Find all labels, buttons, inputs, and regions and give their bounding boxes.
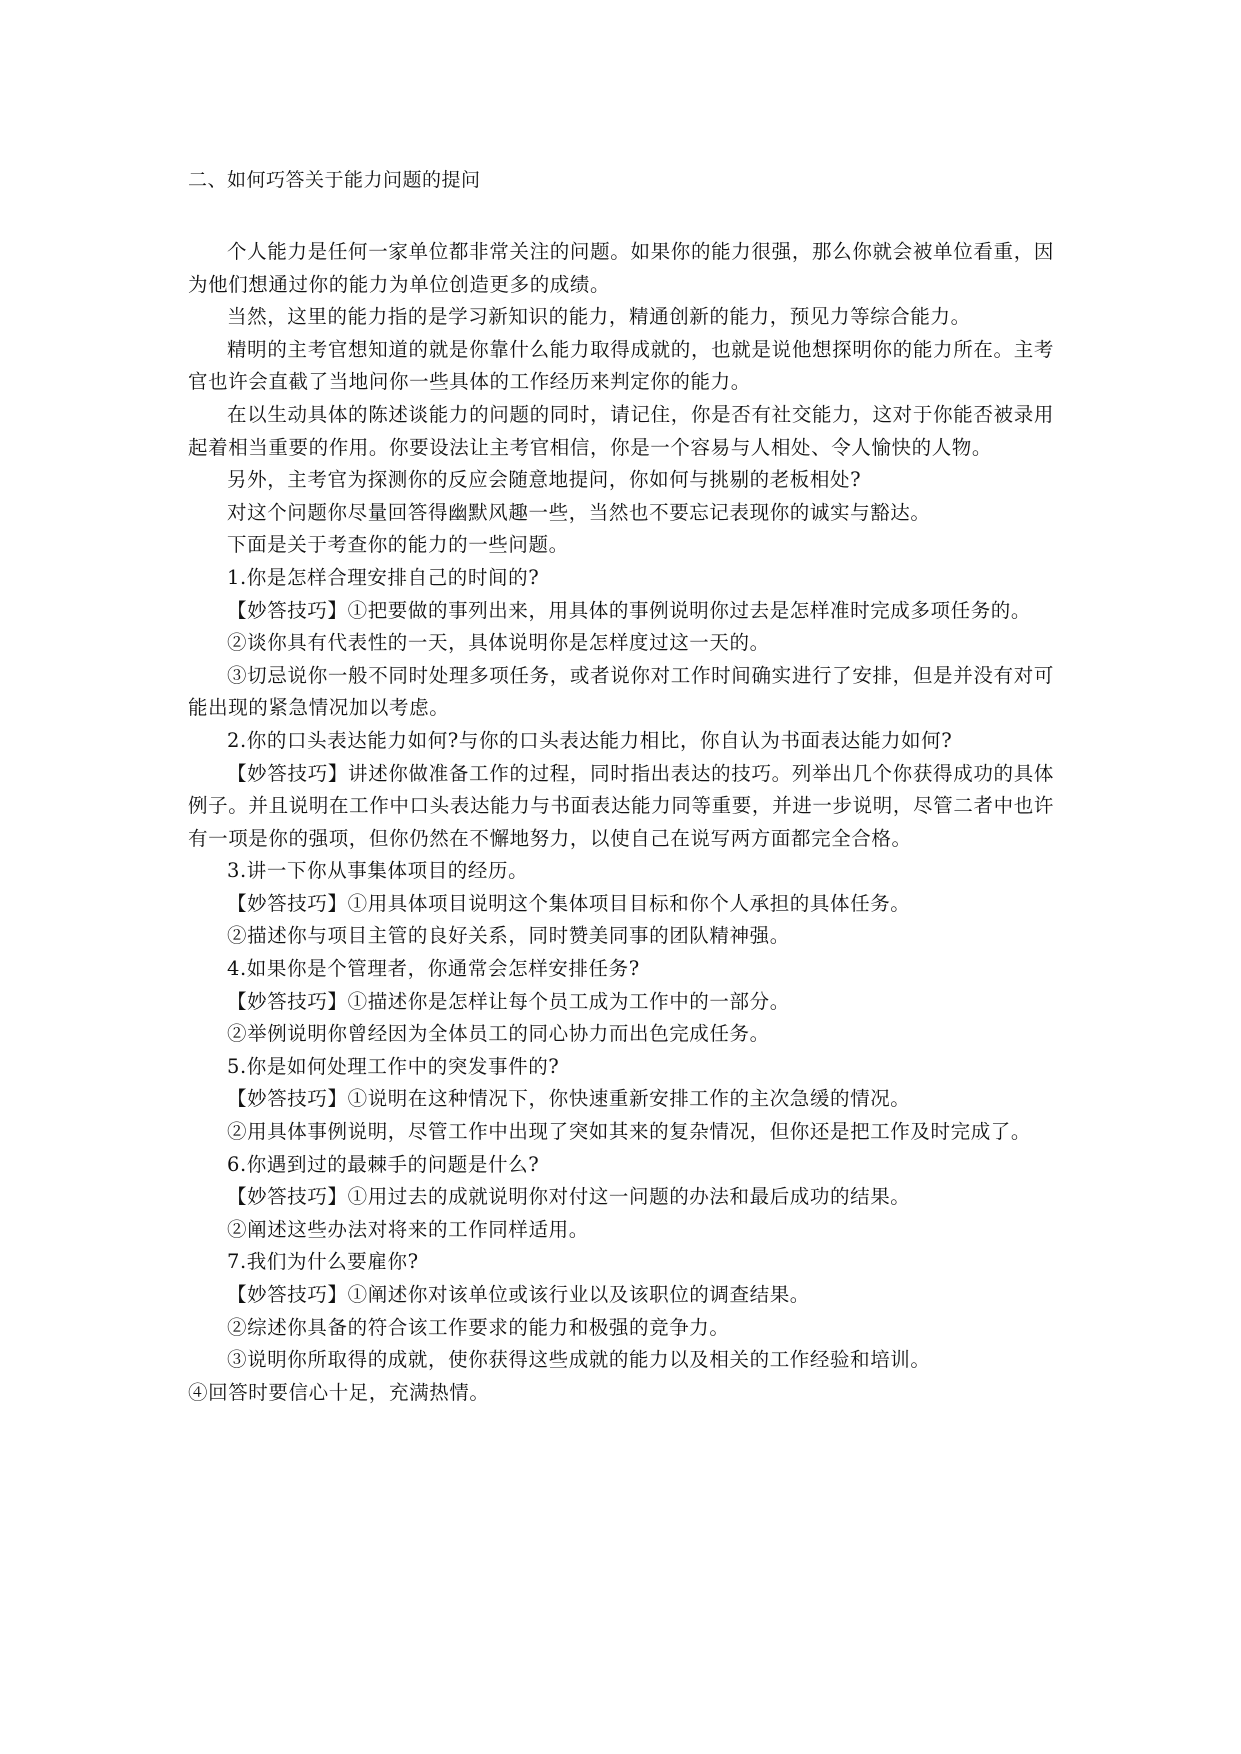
answer-point: ④回答时要信心十足，充满热情。 <box>188 1380 490 1404</box>
answer-tip: 【妙答技巧】①把要做的事列出来，用具体的事例说明你过去是怎样准时完成多项任务的。 <box>227 598 1032 622</box>
paragraph: 另外，主考官为探测你的反应会随意地提问，你如何与挑剔的老板相处? <box>227 468 862 492</box>
answer-tip: 【妙答技巧】①阐述你对该单位或该行业以及该职位的调查结果。 <box>227 1283 810 1306</box>
answer-tip: 【妙答技巧】①说明在这种情况下，你快速重新安排工作的主次急缓的情况。 <box>227 1087 911 1111</box>
paragraph: 个人能力是任何一家单位都非常关注的问题。如果你的能力很强，那么你就会被单位看重，因为他们想通过你的能力为单位创造更多的成绩。 <box>188 240 1054 296</box>
paragraph: 对这个问题你尽量回答得幽默风趣一些，当然也不要忘记表现你的诚实与豁达。 <box>227 500 931 524</box>
paragraph: 在以生动具体的陈述谈能力的问题的同时，请记住，你是否有社交能力，这对于你能否被录用起着相当重要的作用。你要设法让主考官相信，你是一个容易与人相处、令人愉快的人物。 <box>188 402 1054 459</box>
answer-point: ②举例说明你曾经因为全体员工的同心协力而出色完成任务。 <box>227 1022 770 1046</box>
question-1: 1.你是怎样合理安排自己的时间的? <box>227 565 540 589</box>
paragraph: 精明的主考官想知道的就是你靠什么能力取得成就的，也就是说他想探明你的能力所在。主考官也许会直截了当地问你一些具体的工作经历来判定你的能力。 <box>188 337 1054 394</box>
answer-point: ②综述你具备的符合该工作要求的能力和极强的竞争力。 <box>227 1315 730 1339</box>
answer-point: ③切忌说你一般不同时处理多项任务，或者说你对工作时间确实进行了安排，但是并没有对可能出现的紧急情况加以考虑。 <box>188 663 1054 720</box>
question-3: 3.讲一下你从事集体项目的经历。 <box>227 859 529 883</box>
answer-point: ③说明你所取得的成就，使你获得这些成就的能力以及相关的工作经验和培训。 <box>227 1348 931 1372</box>
answer-point: ②描述你与项目主管的良好关系，同时赞美同事的团队精神强。 <box>227 924 790 948</box>
section-heading: 二、如何巧答关于能力问题的提问 <box>188 169 481 191</box>
question-4: 4.如果你是个管理者，你通常会怎样安排任务? <box>227 957 640 981</box>
paragraph: 当然，这里的能力指的是学习新知识的能力，精通创新的能力，预见力等综合能力。 <box>227 305 971 329</box>
question-7: 7.我们为什么要雇你? <box>227 1250 419 1274</box>
answer-tip: 【妙答技巧】①用过去的成就说明你对付这一问题的办法和最后成功的结果。 <box>227 1185 911 1209</box>
question-2: 2.你的口头表达能力如何?与你的口头表达能力相比，你自认为书面表达能力如何? <box>227 728 953 752</box>
answer-tip: 【妙答技巧】讲述你做准备工作的过程，同时指出表达的技巧。列举出几个你获得成功的具体例子。并且说明在工作中口头表达能力与书面表达能力同等重要，并进一步说明，尽管二者中也许有一项是你的强项，但你仍然在不懈地努力，以使自己在说写两方面都完全合格。 <box>188 761 1054 850</box>
answer-point: ②用具体事例说明，尽管工作中出现了突如其来的复杂情况，但你还是把工作及时完成了。 <box>227 1120 1032 1144</box>
answer-point: ②阐述这些办法对将来的工作同样适用。 <box>227 1217 589 1241</box>
answer-point: ②谈你具有代表性的一天，具体说明你是怎样度过这一天的。 <box>227 631 770 655</box>
question-5: 5.你是如何处理工作中的突发事件的? <box>227 1054 560 1078</box>
answer-tip: 【妙答技巧】①描述你是怎样让每个员工成为工作中的一部分。 <box>227 989 790 1013</box>
document-body <box>188 236 1054 1409</box>
answer-tip: 【妙答技巧】①用具体项目说明这个集体项目目标和你个人承担的具体任务。 <box>227 891 911 915</box>
paragraph: 下面是关于考查你的能力的一些问题。 <box>227 533 569 557</box>
question-6: 6.你遇到过的最棘手的问题是什么? <box>227 1152 540 1176</box>
